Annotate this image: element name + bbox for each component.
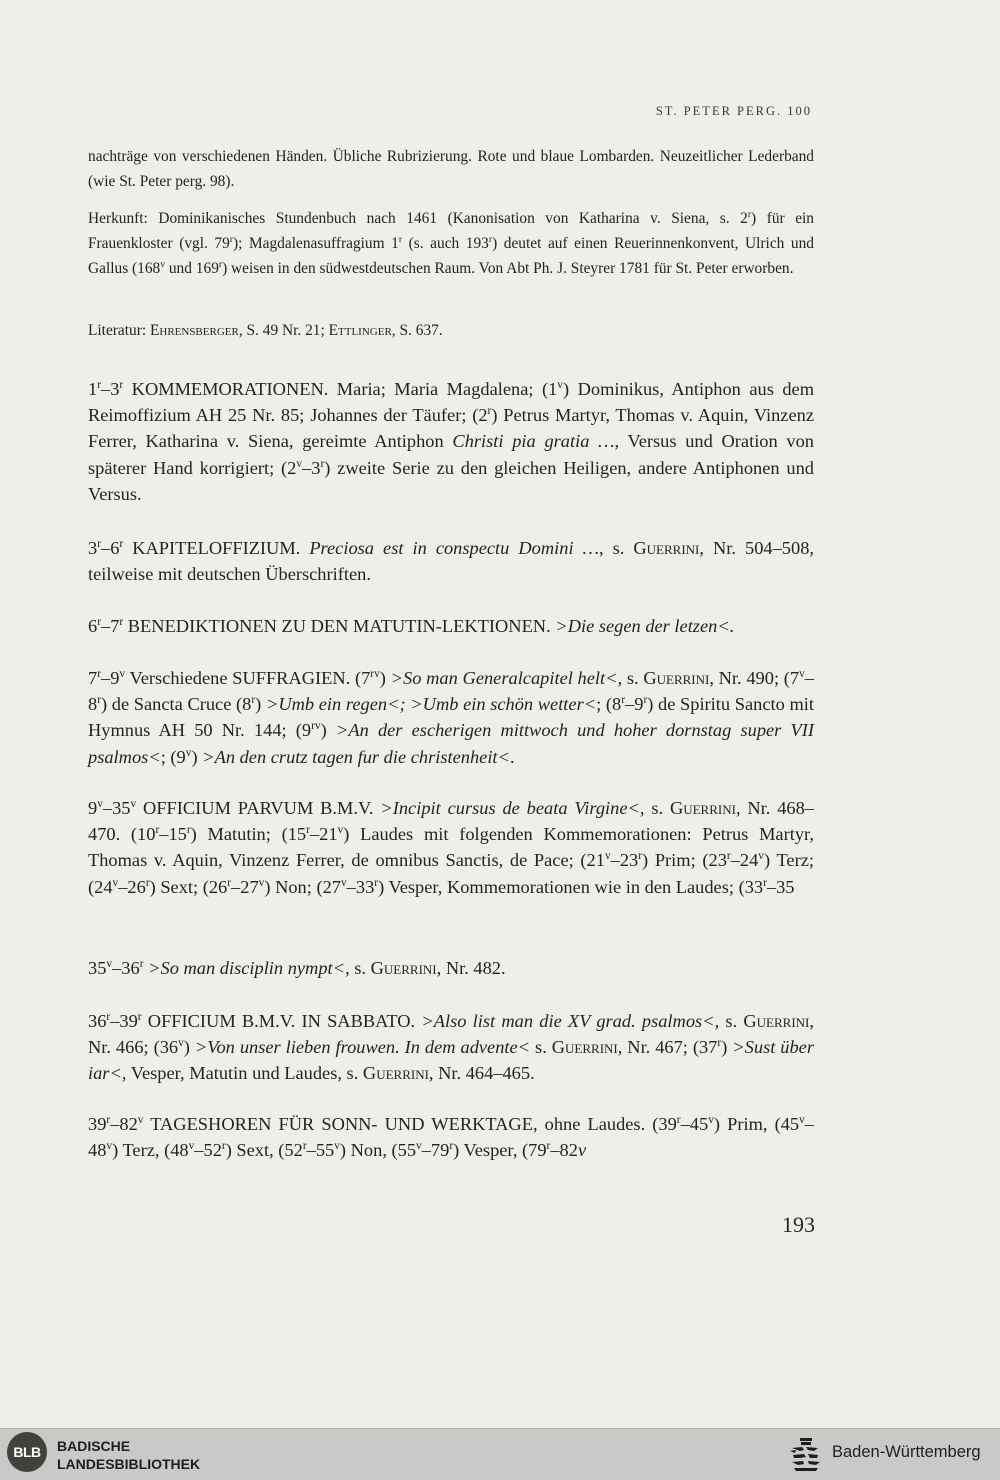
- blb-logo[interactable]: BLB: [7, 1432, 47, 1472]
- section-officium-parvum: 9$^v$–35$^v$ OFFICIUM PARVUM B.M.V. >Incipit cursus de beata Virgine<, s. Guerrini, Nr. 468–470. (10$^r$–15$^r$) Matutin; (15$^r$–21$^v$) Laudes mit folgenden Kommemorationen: Petrus Martyr, Thomas v. Aquin, Vinzenz Ferrer, de omnibus Sanctis, de Pace; (21$^v$–23$^r$) Prim; (23$^r$–24$^v$) Terz; (24$^v$–26$^r$) Sext; (26$^r$–27$^v$) Non; (27$^v$–33$^r$) Vesper, Kommemorationen wie in den Laudes; (33$^r$–35: [88, 797, 814, 897]
- section-kommemorationen: 1$^r$–3$^r$ KOMMEMORATIONEN. Maria; Maria Magdalena; (1$^v$) Dominikus, Antiphon aus dem Reimoffizium AH 25 Nr. 85; Johannes der Täufer; (2$^r$) Petrus Martyr, Thomas v. Aquin, Vinzenz Ferrer, Katharina v. Siena, gereimte Antiphon Christi pia gratia …, Versus und Oration von späterer Hand korrigiert; (2$^v$–3$^r$) zweite Serie zu den gleichen Heiligen, andere Antiphonen und Versus.: [88, 378, 814, 504]
- section-suffragien: 7$^r$–9$^v$ Verschiedene SUFFRAGIEN. $(7^{rv}) >So$ man Generalcapitel helt<, s. Guerrini, Nr. 490; (7$^v$–8$^r$) de Sancta Cruce $(8^r) >Umb$ ein regen<; >Umb ein schön wetter<; (8$^r$–9$^r$) de Spiritu Sancto mit Hymnus AH 50 Nr. 144; $(9^{rv}) >An$ der escherigen mittwoch und hoher dornstag super VII psalmos<; $(9^v) >An$ den crutz tagen fur die christenheit<.: [88, 667, 814, 767]
- library-name[interactable]: BADISCHE LANDESBIBLIOTHEK: [57, 1438, 201, 1472]
- section-kapiteloffizium: 3$^r$–6$^r$ KAPITELOFFIZIUM. Preciosa est in conspectu Domini …, s. Guerrini, Nr. 504–508, teilweise mit deutschen Überschriften.: [88, 537, 814, 585]
- section-officium-sabbato: 36$^r$–39$^r$ OFFICIUM B.M.V. IN SABBATO. >Also list man die XV grad. psalmos<, s. Guerrini, Nr. 466; $(36^v) >Von$ unser lieben frouwen. In dem advente< s. Guerrini, Nr. 467; $(37^r)$ >Sust über iar<, Vesper, Matutin und Laudes, s. Guerrini, Nr. 464–465.: [88, 1010, 814, 1084]
- section-disciplin: 35$^v$–36$^r$ >So man disciplin nympt<, s. Guerrini, Nr. 482.: [88, 957, 506, 978]
- running-head: ST. PETER PERG. 100: [655, 104, 812, 118]
- paragraph-description: nachträge von verschiedenen Händen. Übliche Rubrizierung. Rote und blaue Lombarden. Neuzeitlicher Lederband (wie St. Peter perg. 98).: [88, 148, 814, 190]
- paragraph-literature: Literatur: Ehrensberger, S. 49 Nr. 21; Ettlinger, S. 637.: [88, 322, 443, 339]
- page-number: 193: [782, 1212, 815, 1237]
- state-name[interactable]: Baden-Württemberg: [832, 1443, 981, 1461]
- section-tageshoren: 39$^r$–82$^v$ TAGESHOREN FÜR SONN- UND WERKTAGE, ohne Laudes. (39$^r$–45$^v$) Prim, (45$^v$–48$^v$) Terz, (48$^v$–52$^r$) Sext, (52$^r$–55$^v$) Non, (55$^v$–79$^r$) Vesper, (79$^r$–82v: [88, 1113, 814, 1161]
- paragraph-provenance: Herkunft: Dominikanisches Stundenbuch nach 1461 (Kanonisation von Katharina v. Siena, s. 2$^r$) für ein Frauenkloster (vgl. 79$^r$); Magdalenasuffragium 1$^r$ (s. auch 193$^r$) deutet auf einen Reuerinnenkonvent, Ulrich und Gallus (168$^v$ und 169$^r$) weisen in den südwestdeutschen Raum. Von Abt Ph. J. Steyrer 1781 für St. Peter erworben.: [88, 209, 814, 277]
- state-lions-crest-icon: [788, 1438, 824, 1472]
- section-benediktionen: 6$^r$–7$^r$ BENEDIKTIONEN ZU DEN MATUTIN-LEKTIONEN. >Die segen der letzen<.: [88, 615, 735, 636]
- footer-bar: [0, 1428, 1000, 1480]
